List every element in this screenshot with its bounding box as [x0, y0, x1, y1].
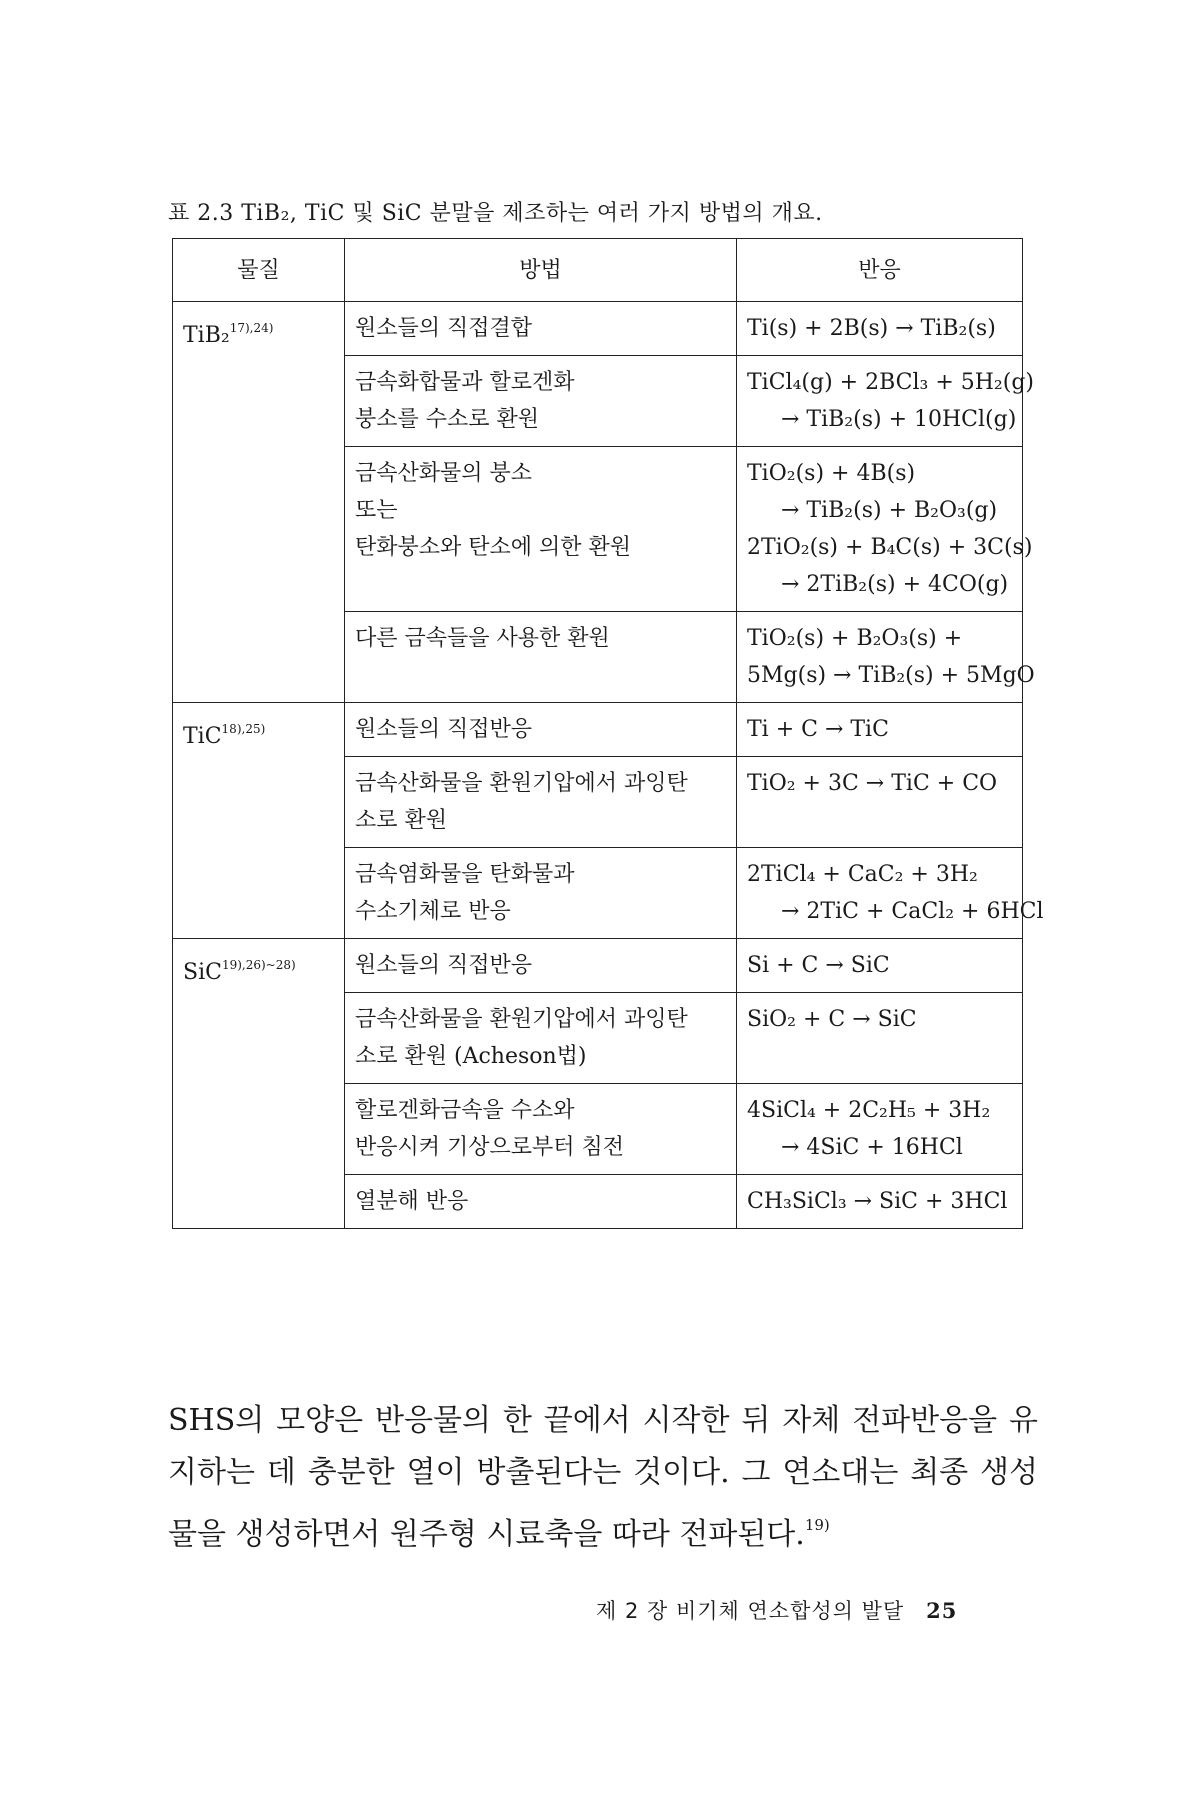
- method-cell: [345, 356, 737, 447]
- material-reference: 17),24): [229, 321, 274, 335]
- method-line: 금속염화물을 탄화물과: [355, 862, 575, 887]
- method-line: 또는: [355, 498, 398, 523]
- reaction-cell: [737, 1175, 1023, 1229]
- method-line: 금속산화물을 환원기압에서 과잉탄: [355, 1007, 688, 1032]
- reaction-cell: [737, 939, 1023, 993]
- reaction-line: 5Mg(s) → TiB₂(s) + 5MgO: [747, 663, 1035, 688]
- material-cell: [173, 703, 345, 939]
- method-line: 소로 환원: [355, 808, 448, 833]
- reaction-cell: [737, 993, 1023, 1084]
- material-name: TiB₂: [183, 323, 230, 348]
- reaction-line: SiO₂ + C → SiC: [747, 1007, 917, 1032]
- reaction-line: → 2TiB₂(s) + 4CO(g): [781, 572, 1009, 597]
- material-cell: [173, 939, 345, 1229]
- table-row: [173, 302, 1023, 356]
- reaction-cell: [737, 757, 1023, 848]
- reaction-line: TiCl₄(g) + 2BCl₃ + 5H₂(g): [747, 370, 1034, 395]
- method-cell: [345, 757, 737, 848]
- body-text: SHS의 모양은 반응물의 한 끝에서 시작한 뒤 자체 전파반응을 유지하는 데 충분한 열이 방출된다는 것이다. 그 연소대는 최종 생성물을 생성하면서 원주형 시료축을 따라 전파된다.: [168, 1403, 1038, 1552]
- reaction-line: CH₃SiCl₃ → SiC + 3HCl: [747, 1189, 1008, 1214]
- reaction-line: → TiB₂(s) + 10HCl(g): [781, 407, 1017, 432]
- reaction-line: TiO₂ + 3C → TiC + CO: [747, 771, 998, 796]
- reaction-line: → TiB₂(s) + B₂O₃(g): [781, 498, 998, 523]
- reaction-line: Si + C → SiC: [747, 953, 890, 978]
- method-line: 반응시켜 기상으로부터 침전: [355, 1135, 625, 1160]
- method-cell: [345, 939, 737, 993]
- reaction-line: → 4SiC + 16HCl: [781, 1135, 963, 1160]
- method-cell: [345, 1084, 737, 1175]
- table-header-row: [173, 239, 1023, 302]
- table-caption: 표 2.3 TiB₂, TiC 및 SiC 분말을 제조하는 여러 가지 방법의 개요.: [168, 201, 823, 226]
- method-line: 열분해 반응: [355, 1189, 469, 1214]
- method-line: 수소기체로 반응: [355, 899, 511, 924]
- material-reference: 18),25): [221, 722, 266, 736]
- body-reference: 19): [804, 1516, 830, 1534]
- table-row: [173, 703, 1023, 757]
- reaction-cell: [737, 848, 1044, 939]
- method-cell: [345, 302, 737, 356]
- chapter-title: 제 2 장 비기체 연소합성의 발달: [596, 1599, 905, 1623]
- reaction-cell: [737, 356, 1034, 447]
- body-paragraph: [168, 1395, 1038, 1561]
- reaction-line: TiO₂(s) + 4B(s): [747, 461, 916, 486]
- method-line: 원소들의 직접반응: [355, 953, 533, 978]
- material-name: TiC: [183, 724, 222, 749]
- reaction-line: 2TiCl₄ + CaC₂ + 3H₂: [747, 862, 978, 887]
- reaction-line: Ti(s) + 2B(s) → TiB₂(s): [747, 316, 996, 341]
- method-line: 탄화붕소와 탄소에 의한 환원: [355, 535, 632, 560]
- method-cell: [345, 703, 737, 757]
- header-method: 방법: [345, 239, 737, 302]
- method-cell: [345, 612, 737, 703]
- reaction-line: Ti + C → TiC: [747, 717, 889, 742]
- method-cell: [345, 1175, 737, 1229]
- material-cell: [173, 302, 345, 703]
- reaction-cell: [737, 612, 1035, 703]
- method-line: 붕소를 수소로 환원: [355, 407, 540, 432]
- method-cell: [345, 993, 737, 1084]
- method-cell: [345, 848, 737, 939]
- method-line: 할로겐화금속을 수소와: [355, 1098, 575, 1123]
- method-line: 소로 환원 (Acheson법): [355, 1044, 587, 1069]
- reaction-cell: [737, 1084, 1023, 1175]
- table-row: [173, 939, 1023, 993]
- methods-table: [172, 238, 1044, 1229]
- method-line: 원소들의 직접반응: [355, 717, 533, 742]
- header-reaction: 반응: [737, 239, 1023, 302]
- method-line: 금속산화물의 붕소: [355, 461, 533, 486]
- method-line: 다른 금속들을 사용한 환원: [355, 626, 610, 651]
- method-line: 금속산화물을 환원기압에서 과잉탄: [355, 771, 688, 796]
- method-cell: [345, 447, 737, 612]
- reaction-cell: [737, 447, 1033, 612]
- page-number: 25: [926, 1598, 958, 1623]
- reaction-cell: [737, 302, 1023, 356]
- method-line: 원소들의 직접결합: [355, 316, 533, 341]
- material-reference: 19),26)~28): [221, 958, 296, 972]
- reaction-line: 2TiO₂(s) + B₄C(s) + 3C(s): [747, 535, 1033, 560]
- reaction-cell: [737, 703, 1023, 757]
- reaction-line: → 2TiC + CaCl₂ + 6HCl: [781, 899, 1044, 924]
- reaction-line: 4SiCl₄ + 2C₂H₅ + 3H₂: [747, 1098, 991, 1123]
- material-name: SiC: [183, 960, 222, 985]
- page-footer: [596, 1595, 957, 1625]
- reaction-line: TiO₂(s) + B₂O₃(s) +: [747, 626, 963, 651]
- method-line: 금속화합물과 할로겐화: [355, 370, 575, 395]
- header-material: 물질: [173, 239, 345, 302]
